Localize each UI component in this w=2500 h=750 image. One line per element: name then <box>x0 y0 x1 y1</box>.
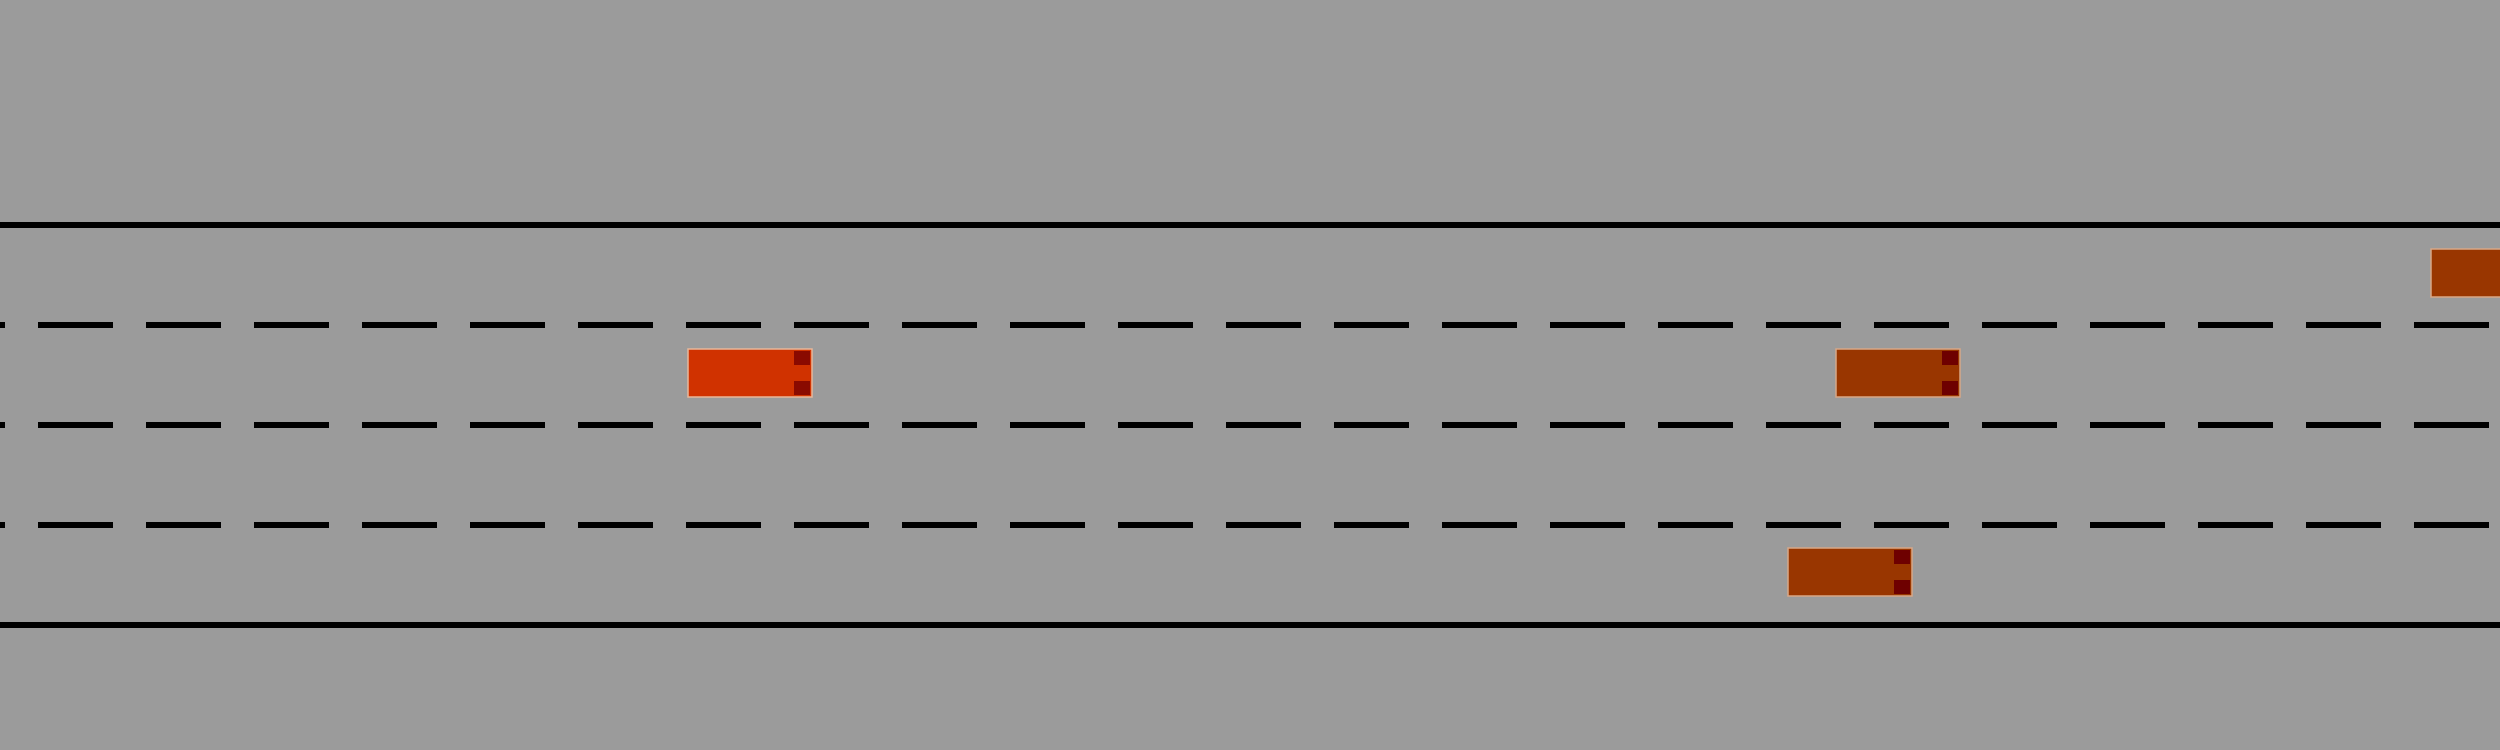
car-lane3-right <box>1788 548 1912 596</box>
car-lane1-taillight-bottom <box>1942 381 1958 395</box>
ego-car-taillight-bottom <box>794 381 810 395</box>
car-lane1-right <box>1836 349 1960 397</box>
ego-car <box>688 349 812 397</box>
car-lane3-taillight-top <box>1894 550 1910 564</box>
car-lane0-far-right <box>2431 249 2500 297</box>
car-lane3-taillight-bottom <box>1894 580 1910 594</box>
ego-car-taillight-top <box>794 351 810 365</box>
car-lane1-taillight-top <box>1942 351 1958 365</box>
